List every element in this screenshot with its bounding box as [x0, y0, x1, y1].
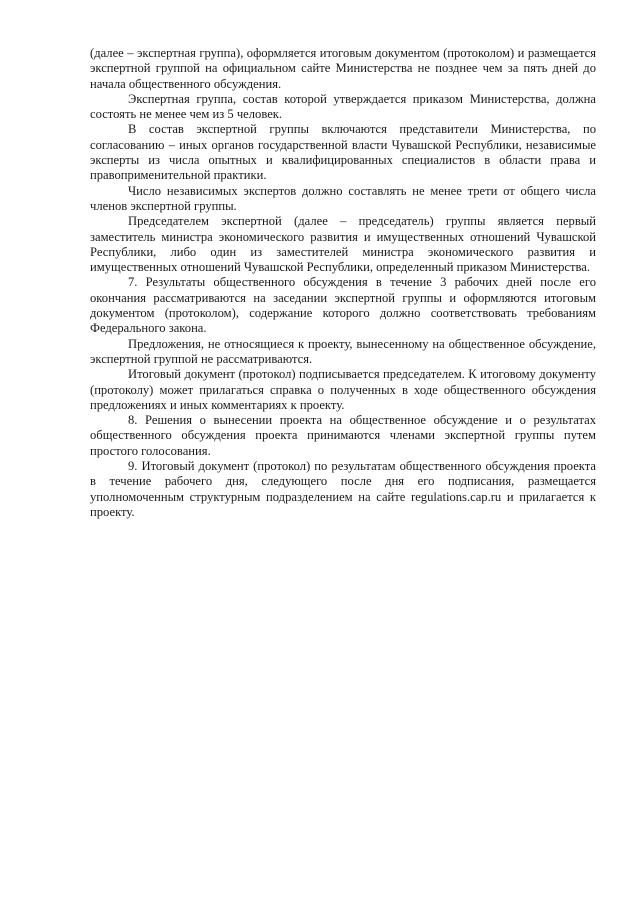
paragraph-item-8: 8. Решения о вынесении проекта на общественное обсуждение и о результатах общественного обсуждения проекта принимаются членами экспертной группы путем простого голосования. — [90, 413, 596, 458]
paragraph-expert-group-composition: Экспертная группа, состав которой утверждается приказом Министерства, должна состоять не менее чем из 5 человек. — [90, 91, 596, 122]
paragraph-chairman: Председателем экспертной (далее – председатель) группы является первый заместитель министра экономического развития и имущественных отношений Чувашской Республики, либо один из заместителей министра экономического развития и имущественных отношений Чувашской Республики, определенный приказом Министерства. — [90, 214, 596, 275]
document-page — [90, 46, 596, 520]
paragraph-protocol-signing: Итоговый документ (протокол) подписывается председателем. К итоговому документу (протоколу) может прилагаться справка о полученных в ходе общественного обсуждения предложениях и иных комментариях к проекту. — [90, 367, 596, 412]
paragraph-continuation: (далее – экспертная группа), оформляется итоговым документом (протоколом) и размещается экспертной группой на официальном сайте Министерства не позднее чем за пять дней до начала общественного обсуждения. — [90, 46, 596, 91]
paragraph-expert-group-members: В состав экспертной группы включаются представители Министерства, по согласованию – иных органов государственной власти Чувашской Республики, независимые эксперты из числа опытных и квалифицированных специалистов в области права и правоприменительной практики. — [90, 122, 596, 183]
paragraph-item-7: 7. Результаты общественного обсуждения в течение 3 рабочих дней после его окончания рассматриваются на заседании экспертной группы и оформляются итоговым документом (протоколом), содержание которого должно соответствовать требованиям Федерального закона. — [90, 275, 596, 336]
paragraph-item-9: 9. Итоговый документ (протокол) по результатам общественного обсуждения проекта в течение рабочего дня, следующего после дня его подписания, размещается уполномоченным структурным подразделением на сайте regulations.cap.ru и прилагается к проекту. — [90, 459, 596, 519]
paragraph-independent-experts: Число независимых экспертов должно составлять не менее трети от общего числа членов экспертной группы. — [90, 183, 596, 213]
paragraph-unrelated-proposals: Предложения, не относящиеся к проекту, вынесенному на общественное обсуждение, экспертной группой не рассматриваются. — [90, 336, 596, 366]
